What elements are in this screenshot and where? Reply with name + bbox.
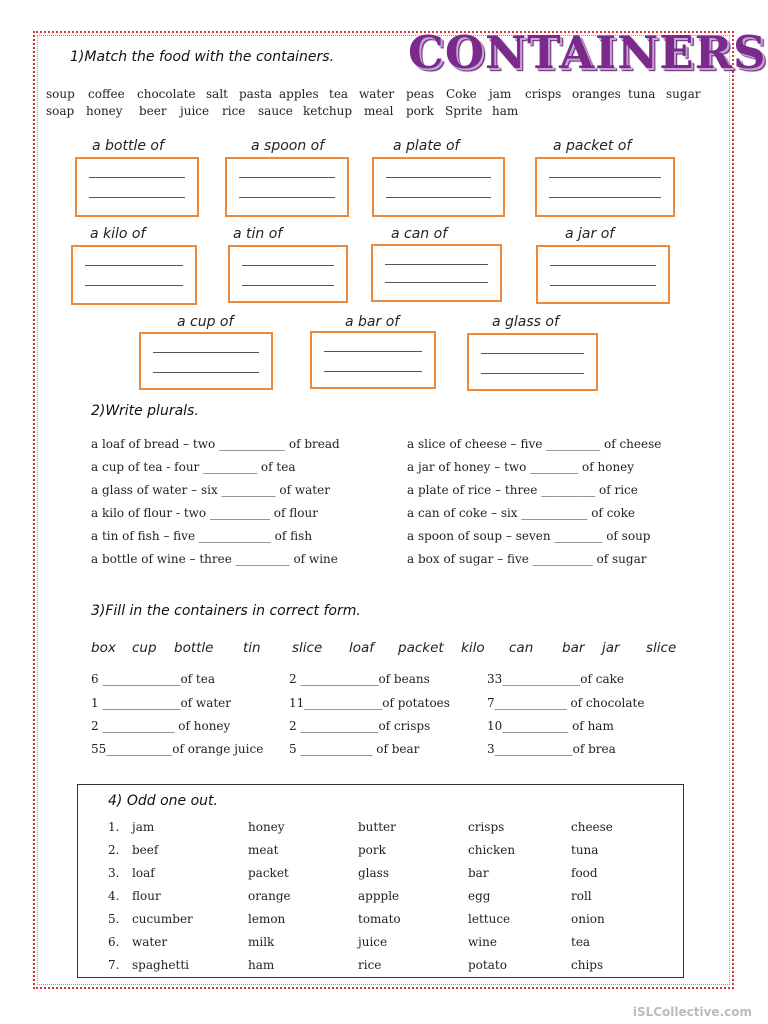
- odd-word-option[interactable]: beef: [132, 843, 159, 857]
- container-label-plate: a plate of: [393, 138, 460, 154]
- container-label-glass: a glass of: [492, 314, 559, 330]
- word-bank-item: loaf: [349, 640, 375, 656]
- plural-exercise-right[interactable]: a plate of rice – three _________ of rice: [407, 483, 638, 497]
- plural-exercise-left[interactable]: a loaf of bread – two ___________ of bread: [91, 437, 340, 451]
- word-bank-item: apples: [279, 87, 319, 101]
- odd-word-option[interactable]: chicken: [468, 843, 516, 857]
- plural-exercise-left[interactable]: a cup of tea - four _________ of tea: [91, 460, 296, 474]
- word-bank-item: Coke: [446, 87, 477, 101]
- word-bank-item: cup: [132, 640, 157, 656]
- answer-box-can[interactable]: [371, 244, 502, 302]
- odd-word-option[interactable]: water: [132, 935, 168, 949]
- container-label-cup: a cup of: [177, 314, 234, 330]
- odd-word-option[interactable]: food: [571, 866, 598, 880]
- odd-word-option[interactable]: butter: [358, 820, 396, 834]
- fill-exercise[interactable]: 33_____________of cake: [487, 672, 624, 686]
- odd-word-option[interactable]: loaf: [132, 866, 155, 880]
- word-bank-item: kilo: [461, 640, 485, 656]
- section3-heading: 3)Fill in the containers in correct form.: [91, 603, 361, 619]
- word-bank-item: meal: [364, 104, 394, 118]
- answer-box-spoon[interactable]: [225, 157, 349, 217]
- odd-word-option[interactable]: flour: [132, 889, 161, 903]
- answer-box-bar[interactable]: [310, 331, 436, 389]
- odd-word-option[interactable]: egg: [468, 889, 491, 903]
- odd-word-option[interactable]: chips: [571, 958, 604, 972]
- odd-row-number: 2.: [108, 843, 120, 857]
- odd-row-number: 5.: [108, 912, 120, 926]
- plural-exercise-left[interactable]: a kilo of flour - two __________ of flour: [91, 506, 318, 520]
- odd-word-option[interactable]: potato: [468, 958, 507, 972]
- word-bank-item: honey: [86, 104, 123, 118]
- odd-word-option[interactable]: cucumber: [132, 912, 193, 926]
- fill-exercise[interactable]: 2 _____________of crisps: [289, 719, 431, 733]
- fill-exercise[interactable]: 6 _____________of tea: [91, 672, 216, 686]
- section2-heading: 2)Write plurals.: [91, 403, 199, 419]
- plural-exercise-right[interactable]: a spoon of soup – seven ________ of soup: [407, 529, 651, 543]
- word-bank-item: jam: [489, 87, 512, 101]
- answer-box-kilo[interactable]: [71, 245, 197, 305]
- plural-exercise-left[interactable]: a tin of fish – five ____________ of fish: [91, 529, 313, 543]
- odd-row-number: 6.: [108, 935, 120, 949]
- fill-exercise[interactable]: 11_____________of potatoes: [289, 696, 450, 710]
- odd-word-option[interactable]: tuna: [571, 843, 599, 857]
- odd-word-option[interactable]: pork: [358, 843, 386, 857]
- odd-word-option[interactable]: tomato: [358, 912, 401, 926]
- answer-box-plate[interactable]: [372, 157, 505, 217]
- word-bank-item: peas: [406, 87, 435, 101]
- word-bank-item: soap: [46, 104, 75, 118]
- word-bank-item: bar: [562, 640, 585, 656]
- odd-word-option[interactable]: glass: [358, 866, 389, 880]
- plural-exercise-left[interactable]: a bottle of wine – three _________ of wine: [91, 552, 338, 566]
- word-bank-item: slice: [646, 640, 677, 656]
- odd-row-number: 4.: [108, 889, 120, 903]
- section1-heading: 1)Match the food with the containers.: [70, 49, 335, 65]
- plural-exercise-left[interactable]: a glass of water – six _________ of water: [91, 483, 330, 497]
- odd-word-option[interactable]: bar: [468, 866, 489, 880]
- odd-word-option[interactable]: onion: [571, 912, 605, 926]
- plural-exercise-right[interactable]: a jar of honey – two ________ of honey: [407, 460, 635, 474]
- container-label-bottle: a bottle of: [92, 138, 164, 154]
- word-bank-item: Sprite: [445, 104, 483, 118]
- odd-word-option[interactable]: appple: [358, 889, 400, 903]
- plural-exercise-right[interactable]: a can of coke – six ___________ of coke: [407, 506, 636, 520]
- word-bank-item: water: [359, 87, 395, 101]
- word-bank-item: can: [509, 640, 534, 656]
- word-bank-item: tin: [243, 640, 261, 656]
- odd-word-option[interactable]: jam: [132, 820, 155, 834]
- plural-exercise-right[interactable]: a slice of cheese – five _________ of cheese: [407, 437, 662, 451]
- plural-exercise-right[interactable]: a box of sugar – five __________ of sugar: [407, 552, 647, 566]
- fill-exercise[interactable]: 7____________ of chocolate: [487, 696, 645, 710]
- word-bank-item: slice: [292, 640, 323, 656]
- answer-box-packet[interactable]: [535, 157, 675, 217]
- fill-exercise[interactable]: 2 _____________of beans: [289, 672, 430, 686]
- worksheet-title: CONTAINERS: [408, 26, 767, 79]
- odd-row-number: 7.: [108, 958, 120, 972]
- word-bank-item: sugar: [666, 87, 701, 101]
- word-bank-item: sauce: [258, 104, 293, 118]
- word-bank-item: chocolate: [137, 87, 196, 101]
- word-bank-item: bottle: [174, 640, 214, 656]
- word-bank-item: beer: [139, 104, 167, 118]
- odd-row-number: 1.: [108, 820, 120, 834]
- word-bank-item: rice: [222, 104, 246, 118]
- answer-box-tin[interactable]: [228, 245, 348, 303]
- fill-exercise[interactable]: 5 ____________ of bear: [289, 742, 420, 756]
- container-label-bar: a bar of: [345, 314, 400, 330]
- odd-word-option[interactable]: meat: [248, 843, 279, 857]
- odd-word-option[interactable]: lemon: [248, 912, 286, 926]
- word-bank-item: ketchup: [303, 104, 353, 118]
- word-bank-item: ham: [492, 104, 519, 118]
- word-bank-item: pork: [406, 104, 434, 118]
- odd-word-option[interactable]: juice: [358, 935, 388, 949]
- answer-box-glass[interactable]: [467, 333, 598, 391]
- section4-heading: 4) Odd one out.: [108, 793, 218, 809]
- fill-exercise[interactable]: 55___________of orange juice: [91, 742, 264, 756]
- word-bank-item: packet: [398, 640, 444, 656]
- container-label-jar: a jar of: [565, 226, 615, 242]
- word-bank-item: tea: [329, 87, 349, 101]
- container-label-kilo: a kilo of: [90, 226, 146, 242]
- word-bank-item: soup: [46, 87, 75, 101]
- word-bank-item: juice: [180, 104, 210, 118]
- odd-word-option[interactable]: roll: [571, 889, 592, 903]
- word-bank-item: salt: [206, 87, 228, 101]
- odd-word-option[interactable]: packet: [248, 866, 289, 880]
- odd-word-option[interactable]: rice: [358, 958, 382, 972]
- word-bank-item: crisps: [525, 87, 562, 101]
- odd-word-option[interactable]: crisps: [468, 820, 505, 834]
- answer-box-jar[interactable]: [536, 245, 670, 304]
- fill-exercise[interactable]: 3_____________of brea: [487, 742, 616, 756]
- container-label-can: a can of: [391, 226, 448, 242]
- word-bank-item: pasta: [239, 87, 272, 101]
- odd-word-option[interactable]: honey: [248, 820, 285, 834]
- word-bank-item: box: [91, 640, 116, 656]
- word-bank-item: oranges: [572, 87, 621, 101]
- odd-word-option[interactable]: spaghetti: [132, 958, 189, 972]
- word-bank-item: coffee: [88, 87, 125, 101]
- container-label-packet: a packet of: [553, 138, 632, 154]
- odd-word-option[interactable]: milk: [248, 935, 275, 949]
- container-label-spoon: a spoon of: [251, 138, 325, 154]
- fill-exercise[interactable]: 1 _____________of water: [91, 696, 232, 710]
- odd-word-option[interactable]: orange: [248, 889, 291, 903]
- odd-word-option[interactable]: ham: [248, 958, 275, 972]
- answer-box-bottle[interactable]: [75, 157, 199, 217]
- footer-watermark: iSLCollective.com: [632, 1005, 752, 1019]
- fill-exercise[interactable]: 2 ____________ of honey: [91, 719, 231, 733]
- odd-word-option[interactable]: wine: [468, 935, 497, 949]
- odd-row-number: 3.: [108, 866, 120, 880]
- word-bank-item: tuna: [628, 87, 656, 101]
- word-bank-item: jar: [602, 640, 620, 656]
- answer-box-cup[interactable]: [139, 332, 273, 390]
- odd-word-option[interactable]: cheese: [571, 820, 613, 834]
- fill-exercise[interactable]: 10___________ of ham: [487, 719, 614, 733]
- odd-word-option[interactable]: lettuce: [468, 912, 511, 926]
- odd-word-option[interactable]: tea: [571, 935, 591, 949]
- container-label-tin: a tin of: [233, 226, 283, 242]
